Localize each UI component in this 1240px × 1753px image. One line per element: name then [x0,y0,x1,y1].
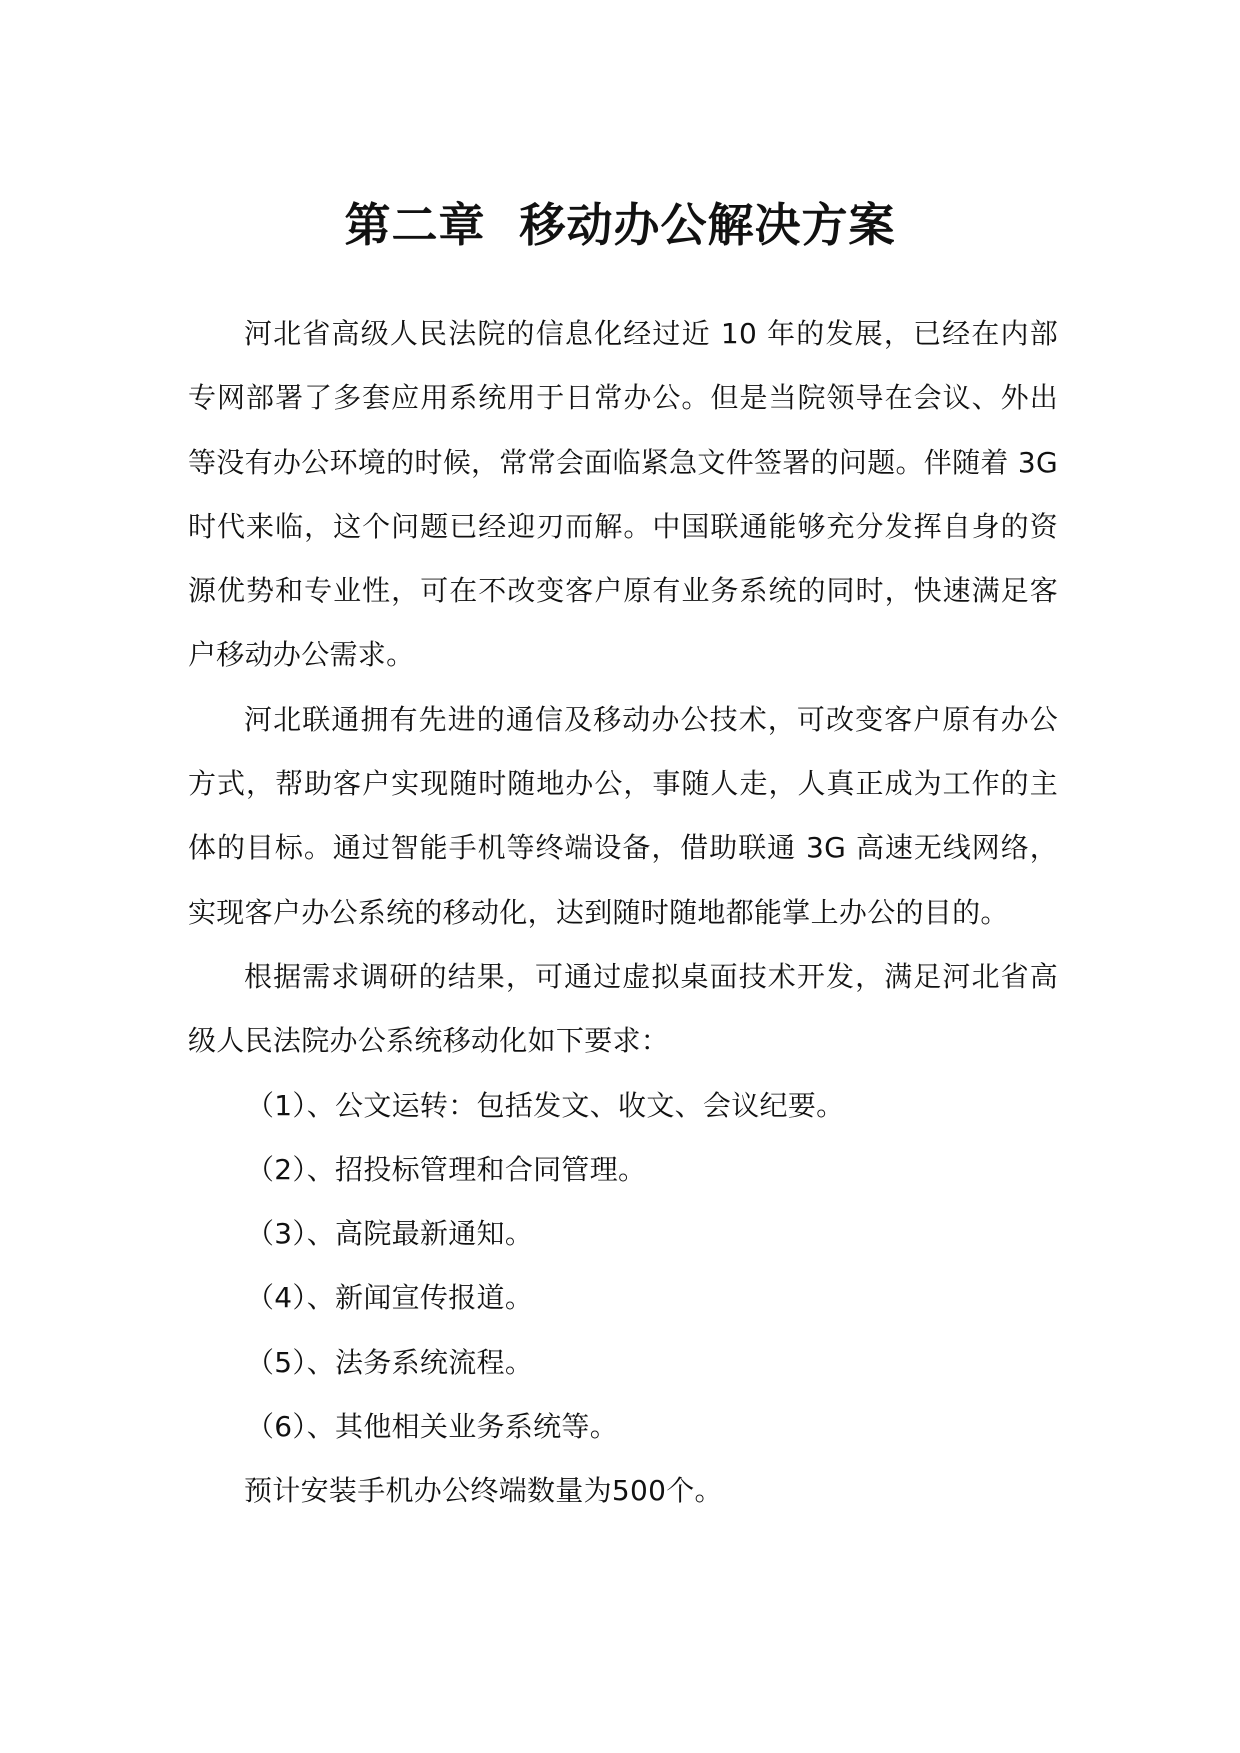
paragraph-requirements-intro: 根据需求调研的结果，可通过虚拟桌面技术开发，满足河北省高级人民法院办公系统移动化如下要求： [188,959,1058,1058]
paragraph-unicom-technology: 河北联通拥有先进的通信及移动办公技术，可改变客户原有办公方式，帮助客户实现随时随地办公，事随人走，人真正成为工作的主体的目标。通过智能手机等终端设备，借助联通 3G 高速无线网络，实现客户办公系统的移动化，达到随时随地都能掌上办公的目的。 [188,702,1058,929]
requirement-item: （6）、其他相关业务系统等。 [246,1410,619,1444]
chapter-title: 第二章 移动办公解决方案 [344,198,896,252]
requirement-item: （2）、招投标管理和合同管理。 [246,1152,647,1186]
requirement-item: （5）、法务系统流程。 [246,1345,534,1379]
terminal-count-statement: 预计安装手机办公终端数量为500个。 [244,1474,723,1508]
requirement-item: （1）、公文运转：包括发文、收文、会议纪要。 [246,1088,845,1122]
paragraph-intro: 河北省高级人民法院的信息化经过近 10 年的发展，已经在内部专网部署了多套应用系统用于日常办公。但是当院领导在会议、外出等没有办公环境的时候，常常会面临紧急文件签署的问题。伴随着 3G 时代来临，这个问题已经迎刃而解。中国联通能够充分发挥自身的资源优势和专业性，可在不改变客户原有业务系统的同时，快速满足客户移动办公需求。 [188,317,1059,672]
requirements-list [188,1074,1058,1460]
document-body [188,302,1058,1524]
requirement-item: （4）、新闻宣传报道。 [246,1281,534,1315]
requirement-item: （3）、高院最新通知。 [246,1217,534,1251]
